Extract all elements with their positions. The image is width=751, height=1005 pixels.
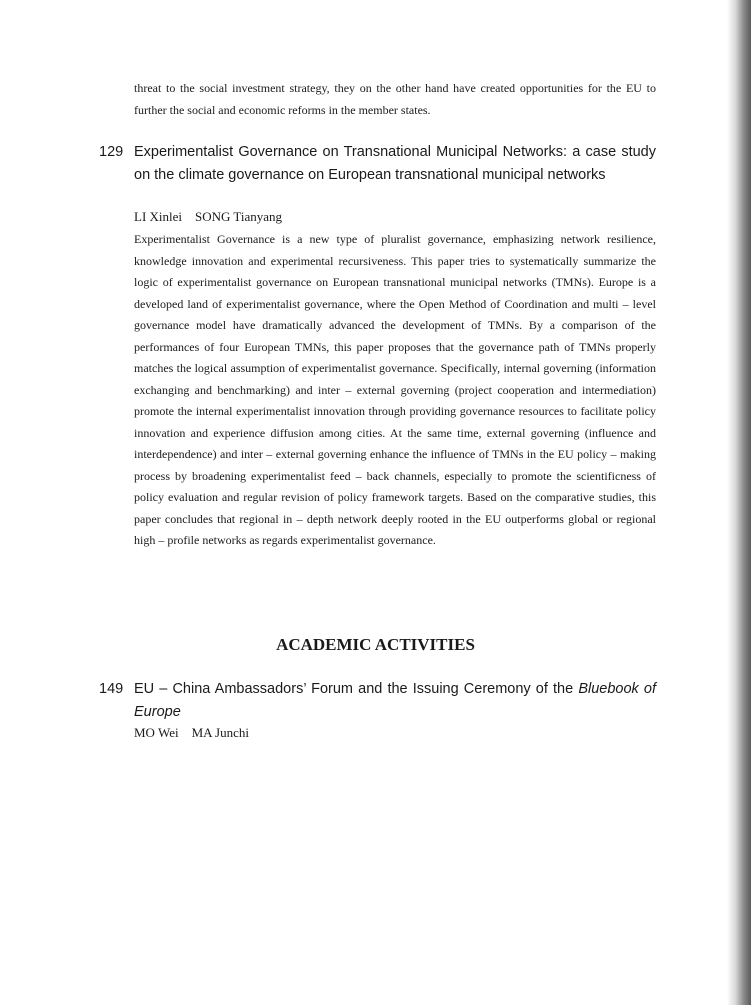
intro-paragraph: threat to the social investment strategy, they on the other hand have created opportunities for the EU to further the social and economic reforms in the member states. — [134, 81, 656, 117]
entry-authors: MO Wei MA Junchi — [134, 725, 249, 740]
entry-authors: LI Xinlei SONG Tianyang — [134, 209, 283, 224]
entry-title — [134, 678, 656, 723]
entry-page-number: 129 — [99, 144, 124, 160]
entry-title-italic: Bluebook of Europe — [134, 681, 656, 720]
entry-title-text: EU – China Ambassadors’ Forum and the Issuing Ceremony of the — [134, 681, 579, 697]
entry-page-number: 149 — [99, 681, 124, 697]
page-edge-shadow — [727, 0, 751, 1005]
entry-title: Experimentalist Governance on Transnational Municipal Networks: a case study on the climate governance on European transnational municipal networks — [134, 144, 656, 183]
section-heading: ACADEMIC ACTIVITIES — [276, 635, 475, 654]
entry-abstract: Experimentalist Governance is a new type of pluralist governance, emphasizing network resilience, knowledge innovation and experimental recursiveness. This paper tries to systematically summarize the logic of experimentalist governance on European transnational municipal networks (TMNs). Europe is a developed land of experimentalist governance, where the Open Method of Coordination and multi – level governance model have dramatically advanced the development of TMNs. By a comparison of the performances of four European TMNs, this paper proposes that the governance path of TMNs properly matches the logical assumption of experimentalist governance. Specifically, internal governing (information exchanging and benchmarking) and inter – external governing (project cooperation and intermediation) promote the internal experimentalist innovation through providing governance resources to facilitate policy innovation and experience diffusion among cities. At the same time, external governing (influence and interdependence) and inter – external governing enhance the influence of TMNs in the EU policy – making process by broadening experimentalist feed – back channels, especially to promote the scientificness of policy evaluation and regular revision of policy framework targets. Based on the comparative studies, this paper concludes that regional in – depth network deeply rooted in the EU outperforms global or regional high – profile networks as regards experimentalist governance. — [134, 232, 656, 547]
